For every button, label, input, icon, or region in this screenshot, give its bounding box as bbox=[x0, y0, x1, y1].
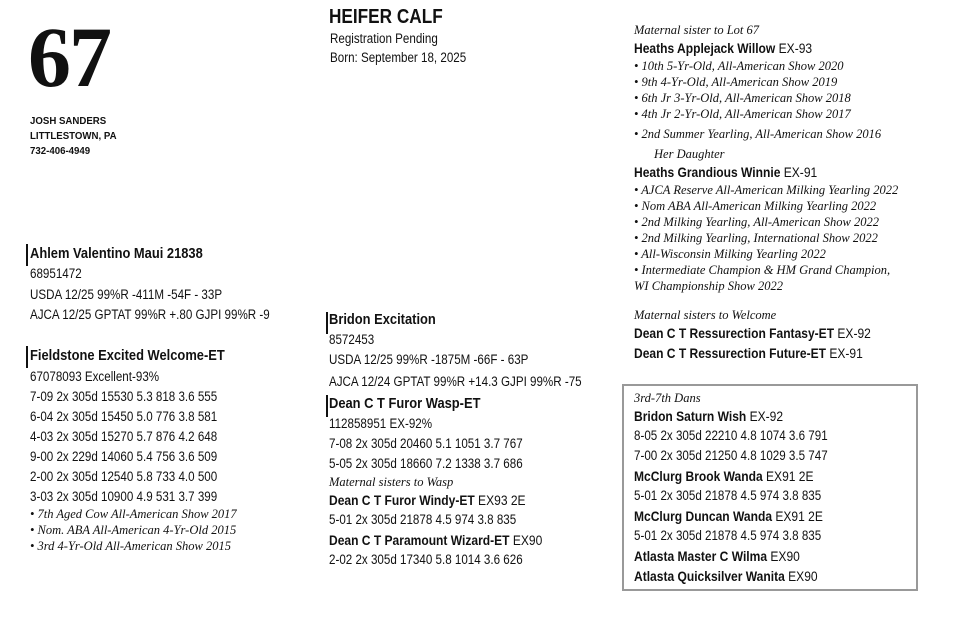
owner-name: JOSH SANDERS bbox=[30, 115, 107, 127]
sister-award: • 2nd Summer Yearling, All-American Show 2016 bbox=[634, 127, 882, 141]
grandam-record: 7-08 2x 305d 20460 5.1 1051 3.7 767 bbox=[329, 436, 523, 451]
maternal-sire-proof: USDA 12/25 99%R -1875M -66F - 63P bbox=[329, 352, 529, 367]
pedigree-bracket bbox=[26, 244, 28, 266]
dam-record: 2-00 2x 305d 12540 5.8 733 4.0 500 bbox=[30, 469, 218, 484]
lot-number: 67 bbox=[28, 9, 110, 105]
daughter-label: Her Daughter bbox=[654, 147, 725, 161]
daughter-award: • 2nd Milking Yearling, International Show 2022 bbox=[634, 231, 878, 245]
dam-reg: 67078093 Excellent-93% bbox=[30, 369, 160, 384]
grandam-record: 5-05 2x 305d 18660 7.2 1338 3.7 686 bbox=[329, 456, 523, 471]
owner-location: LITTLESTOWN, PA bbox=[30, 130, 117, 142]
pedigree-bracket bbox=[326, 312, 328, 334]
dans-record: 7-00 2x 305d 21250 4.8 1029 3.5 747 bbox=[634, 448, 828, 463]
grandam-name: Dean C T Furor Wasp-ET bbox=[329, 395, 481, 412]
dans-record: 5-01 2x 305d 21878 4.5 974 3.8 835 bbox=[634, 528, 822, 543]
daughter-name: Heaths Grandious Winnie EX-91 bbox=[634, 164, 818, 180]
daughter-award: • Nom ABA All-American Milking Yearling 2022 bbox=[634, 199, 877, 213]
owner-info bbox=[30, 114, 117, 159]
daughter-award: • AJCA Reserve All-American Milking Yearling 2022 bbox=[634, 183, 899, 197]
dam-record: 7-09 2x 305d 15530 5.3 818 3.6 555 bbox=[30, 389, 218, 404]
wasp-sisters-label: Maternal sisters to Wasp bbox=[329, 475, 454, 489]
wasp-sister: Dean C T Paramount Wizard-ET EX90 bbox=[329, 532, 543, 548]
grandam-reg: 112858951 EX-92% bbox=[329, 416, 433, 431]
wasp-sister: Dean C T Furor Windy-ET EX93 2E bbox=[329, 492, 526, 508]
welcome-sisters-label: Maternal sisters to Welcome bbox=[634, 308, 777, 322]
sire-proof: AJCA 12/25 GPTAT 99%R +.80 GJPI 99%R -9 bbox=[30, 307, 270, 322]
registration-status: Registration Pending bbox=[330, 31, 438, 46]
welcome-sister: Dean C T Ressurection Future-ET EX-91 bbox=[634, 345, 863, 361]
dans-record: 8-05 2x 305d 22210 4.8 1074 3.6 791 bbox=[634, 428, 828, 443]
wasp-sister-record: 5-01 2x 305d 21878 4.5 974 3.8 835 bbox=[329, 512, 517, 527]
wasp-sister-record: 2-02 2x 305d 17340 5.8 1014 3.6 626 bbox=[329, 552, 523, 567]
animal-title: HEIFER CALF bbox=[329, 6, 443, 28]
sister-name: Heaths Applejack Willow EX-93 bbox=[634, 40, 813, 56]
dam-award: • 7th Aged Cow All-American Show 2017 bbox=[30, 507, 237, 521]
dam-record: 6-04 2x 305d 15450 5.0 776 3.8 581 bbox=[30, 409, 218, 424]
dans-name: Bridon Saturn Wish EX-92 bbox=[634, 408, 784, 424]
sister-award: • 4th Jr 2-Yr-Old, All-American Show 2017 bbox=[634, 107, 851, 121]
sister-award: • 9th 4-Yr-Old, All-American Show 2019 bbox=[634, 75, 838, 89]
dam-award: • 3rd 4-Yr-Old All-American Show 2015 bbox=[30, 539, 231, 553]
maternal-sire-name: Bridon Excitation bbox=[329, 311, 436, 328]
dans-name: Atlasta Quicksilver Wanita EX90 bbox=[634, 568, 818, 584]
dam-record: 4-03 2x 305d 15270 5.7 876 4.2 648 bbox=[30, 429, 218, 444]
maternal-sire-reg: 8572453 bbox=[329, 332, 375, 347]
sire-name: Ahlem Valentino Maui 21838 bbox=[30, 245, 203, 262]
sire-reg: 68951472 bbox=[30, 266, 82, 281]
birth-date: Born: September 18, 2025 bbox=[330, 50, 467, 65]
pedigree-bracket bbox=[326, 395, 328, 417]
dam-record: 3-03 2x 305d 10900 4.9 531 3.7 399 bbox=[30, 489, 218, 504]
dam-award: • Nom. ABA All-American 4-Yr-Old 2015 bbox=[30, 523, 237, 537]
daughter-award: • 2nd Milking Yearling, All-American Show 2022 bbox=[634, 215, 879, 229]
welcome-sister: Dean C T Ressurection Fantasy-ET EX-92 bbox=[634, 325, 871, 341]
daughter-award: WI Championship Show 2022 bbox=[634, 279, 783, 293]
dam-record: 9-00 2x 229d 14060 5.4 756 3.6 509 bbox=[30, 449, 218, 464]
dans-name: Atlasta Master C Wilma EX90 bbox=[634, 548, 800, 564]
daughter-award: • Intermediate Champion & HM Grand Champion, bbox=[634, 263, 891, 277]
dans-name: McClurg Brook Wanda EX91 2E bbox=[634, 468, 814, 484]
dam-name: Fieldstone Excited Welcome-ET bbox=[30, 347, 225, 364]
sister-award: • 10th 5-Yr-Old, All-American Show 2020 bbox=[634, 59, 844, 73]
daughter-award: • All-Wisconsin Milking Yearling 2022 bbox=[634, 247, 826, 261]
owner-phone: 732-406-4949 bbox=[30, 145, 91, 157]
maternal-sire-proof: AJCA 12/24 GPTAT 99%R +14.3 GJPI 99%R -75 bbox=[329, 374, 582, 389]
pedigree-bracket bbox=[26, 346, 28, 368]
sister-label: Maternal sister to Lot 67 bbox=[634, 23, 760, 37]
sister-award: • 6th Jr 3-Yr-Old, All-American Show 2018 bbox=[634, 91, 851, 105]
sire-proof: USDA 12/25 99%R -411M -54F - 33P bbox=[30, 287, 223, 302]
dans-name: McClurg Duncan Wanda EX91 2E bbox=[634, 508, 823, 524]
dans-label: 3rd-7th Dans bbox=[634, 391, 701, 405]
dans-record: 5-01 2x 305d 21878 4.5 974 3.8 835 bbox=[634, 488, 822, 503]
